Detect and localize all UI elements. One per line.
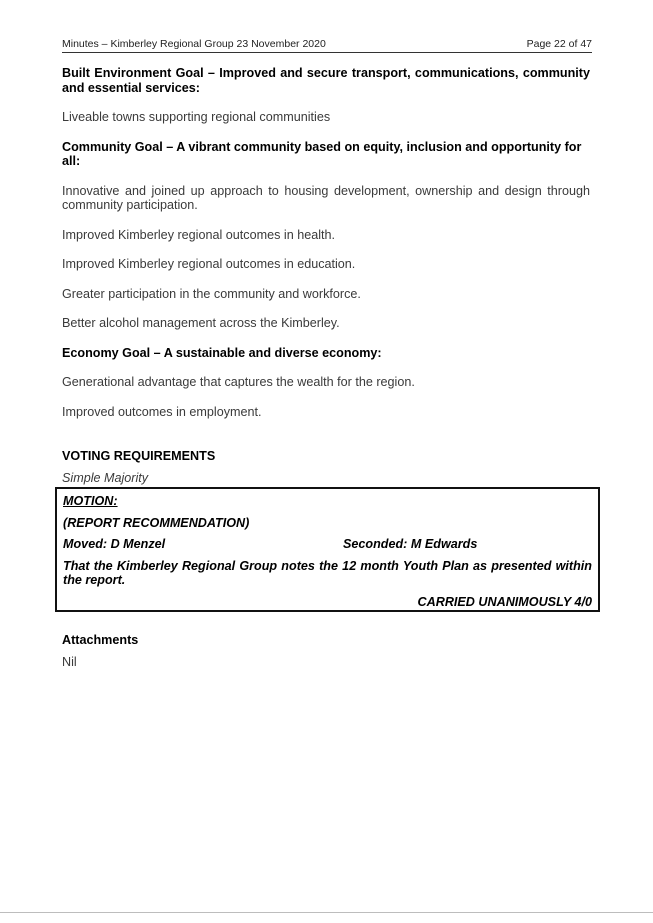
page-number: Page 22 of 47 <box>526 38 592 50</box>
seconded-by: Seconded: M Edwards <box>343 537 478 551</box>
header-title: Minutes – Kimberley Regional Group 23 November 2020 <box>62 38 326 50</box>
motion-title: MOTION: <box>63 494 118 508</box>
moved-by: Moved: D Menzel <box>63 537 166 551</box>
community-goal-heading: Community Goal – A vibrant community based on equity, inclusion and opportunity for all: <box>62 139 582 168</box>
motion-movers <box>63 537 592 552</box>
motion-result: CARRIED UNANIMOUSLY 4/0 <box>417 594 592 609</box>
page-bottom-divider <box>0 912 653 913</box>
community-goal-item: Innovative and joined up approach to housing development, ownership and design through community participation. <box>62 183 590 212</box>
built-goal-item: Liveable towns supporting regional communities <box>62 110 331 124</box>
economy-goal-item: Improved outcomes in employment. <box>62 404 262 419</box>
community-goal-item: Improved Kimberley regional outcomes in health. <box>62 227 336 242</box>
attachments-section <box>62 633 590 669</box>
motion-text: That the Kimberley Regional Group notes the 12 month Youth Plan as presented within the report. <box>63 558 592 587</box>
community-goal-item: Greater participation in the community and workforce. <box>62 286 361 301</box>
document-body <box>62 66 590 485</box>
voting-requirements-heading: VOTING REQUIREMENTS <box>62 449 216 463</box>
motion-box <box>55 487 600 612</box>
community-goal-item: Improved Kimberley regional outcomes in education. <box>62 257 356 271</box>
motion-subtitle: (REPORT RECOMMENDATION) <box>63 515 250 530</box>
page-header <box>62 38 592 53</box>
attachments-value: Nil <box>62 654 77 669</box>
voting-requirements-value: Simple Majority <box>62 470 149 485</box>
economy-goal-heading: Economy Goal – A sustainable and diverse economy: <box>62 345 382 360</box>
community-goal-item: Better alcohol management across the Kimberley. <box>62 316 340 330</box>
economy-goal-item: Generational advantage that captures the wealth for the region. <box>62 375 415 389</box>
attachments-heading: Attachments <box>62 633 139 647</box>
built-environment-goal-heading: Built Environment Goal – Improved and secure transport, communications, community and essential services: <box>62 66 590 95</box>
